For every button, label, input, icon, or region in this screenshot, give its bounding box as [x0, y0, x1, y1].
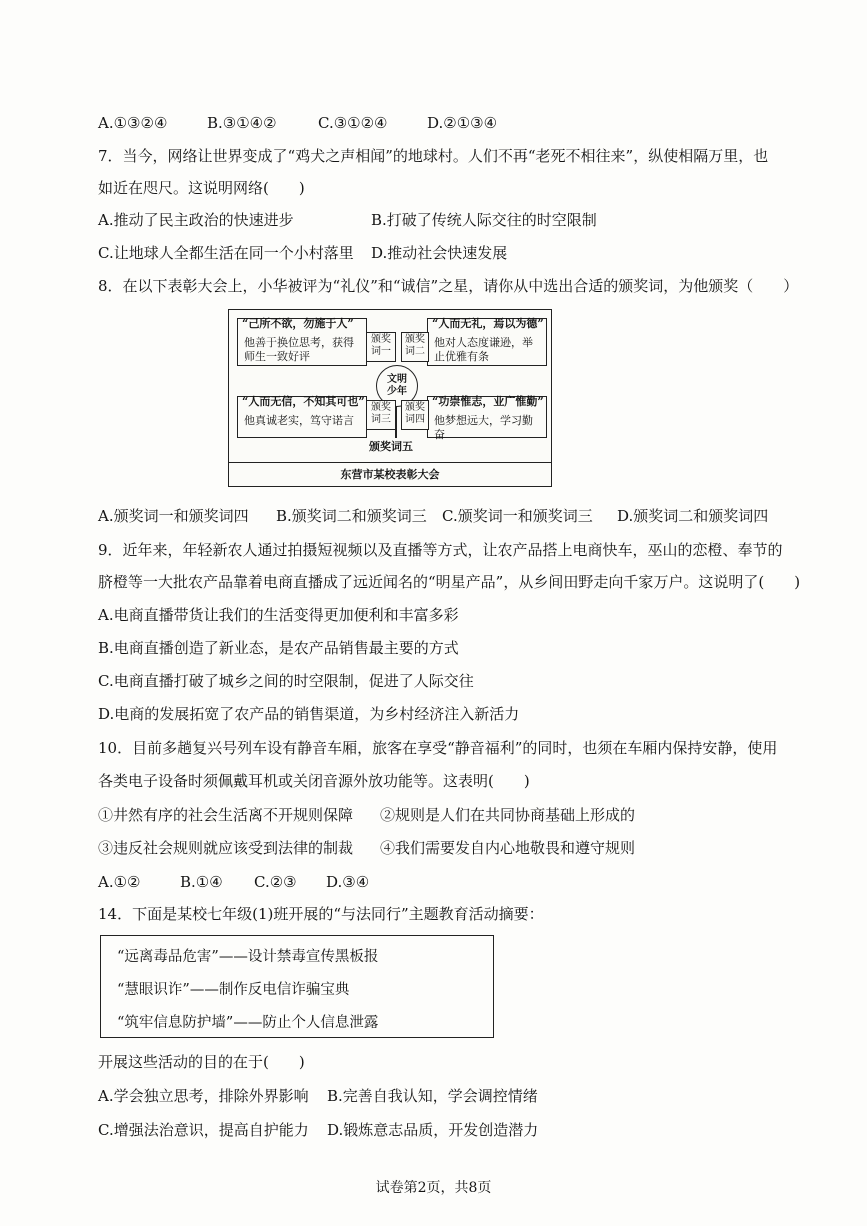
q9-option-b: B.电商直播创造了新业态，是农产品销售最主要的方式 — [98, 639, 459, 657]
q9-option-a: A.电商直播带货让我们的生活变得更加便利和丰富多彩 — [98, 606, 459, 624]
activity-item: “远离毒品危害”——设计禁毒宣传黑板报 — [117, 949, 379, 965]
option-a: A.①③②④ — [98, 114, 168, 132]
award-box-2 — [427, 318, 547, 366]
q7-stem-line1: 7．当今，网络让世界变成了“鸡犬之声相闻”的地球村。人们不再“老死不相往来”，纵使相隔万里，也 — [98, 147, 769, 165]
q14-option-b: B.完善自我认知，学会调控情绪 — [327, 1087, 538, 1105]
q14-option-c: C.增强法治意识，提高自护能力 — [98, 1121, 309, 1139]
q10-option-a: A.①② — [98, 873, 141, 891]
q10-stem-line2: 各类电子设备时须佩戴耳机或关闭音源外放功能等。这表明( ) — [98, 772, 530, 790]
q9-option-d: D.电商的发展拓宽了农产品的销售渠道，为乡村经济注入新活力 — [98, 705, 520, 723]
activity-item: “筑牢信息防护墙”——防止个人信息泄露 — [117, 1015, 379, 1031]
q10-statement-4: ④我们需要发自内心地敬畏和遵守规则 — [380, 839, 636, 857]
q9-stem-line2: 脐橙等一大批农产品靠着电商直播成了远近闻名的“明星产品”，从乡间田野走向千家万户。这说明了( ) — [98, 573, 801, 591]
q10-stem-line1: 10．目前多趟复兴号列车设有静音车厢，旅客在享受“静音福利”的同时，也须在车厢内保持安静，使用 — [98, 739, 778, 757]
option-d: D.②①③④ — [427, 114, 498, 132]
q8-option-a: A.颁奖词一和颁奖词四 — [98, 507, 249, 525]
q8-option-b: B.颁奖词二和颁奖词三 — [276, 507, 427, 525]
award-quote: “人而无信，不知其可也” — [242, 395, 365, 408]
award-quote: “功崇惟志，业广惟勤” — [432, 395, 544, 408]
q10-statement-2: ②规则是人们在共同协商基础上形成的 — [380, 806, 636, 824]
page-footer: 试卷第2页，共8页 — [375, 1180, 492, 1196]
q14-option-d: D.锻炼意志品质，开发创造潜力 — [327, 1121, 539, 1139]
award-quote: “人而无礼，焉以为德” — [432, 317, 544, 330]
q7-stem-line2: 如近在咫尺。这说明网络( ) — [98, 179, 305, 197]
option-c: C.③①②④ — [318, 114, 388, 132]
option-b: B.③①④② — [207, 114, 277, 132]
award-tag-2: 颁奖词二 — [401, 332, 429, 362]
q7-option-d: D.推动社会快速发展 — [371, 244, 508, 262]
diagram-caption: 东营市某校表彰大会 — [229, 462, 551, 487]
connector-line — [395, 406, 397, 438]
q14-option-a: A.学会独立思考，排除外界影响 — [98, 1087, 309, 1105]
q8-option-d: D.颁奖词二和颁奖词四 — [617, 507, 769, 525]
q10-option-d: D.③④ — [326, 873, 370, 891]
award-text: 他梦想远大，学习勤奋 — [434, 414, 533, 441]
q7-option-b: B.打破了传统人际交往的时空限制 — [371, 211, 597, 229]
activity-item: “慧眼识诈”——制作反电信诈骗宝典 — [117, 982, 350, 998]
q9-option-c: C.电商直播打破了城乡之间的时空限制，促进了人际交往 — [98, 672, 474, 690]
q10-option-c: C.②③ — [254, 873, 297, 891]
q7-option-c: C.让地球人全都生活在同一个小村落里 — [98, 244, 354, 262]
q10-statement-1: ①井然有序的社会生活离不开规则保障 — [98, 806, 354, 824]
award-text: 他对人态度谦逊，举止优雅有条 — [434, 336, 533, 363]
award-tag-1: 颁奖词一 — [366, 332, 396, 362]
award-box-4 — [427, 395, 547, 441]
q8-option-c: C.颁奖词一和颁奖词三 — [442, 507, 593, 525]
award-text: 他真诚老实，笃守诺言 — [244, 414, 354, 427]
award-tag-4: 颁奖词四 — [401, 400, 429, 430]
q7-option-a: A.推动了民主政治的快速进步 — [98, 211, 294, 229]
center-label: 文明少年 — [387, 374, 407, 397]
q9-stem-line1: 9．近年来，年轻新农人通过拍摄短视频以及直播等方式，让农产品搭上电商快车，巫山的恋橙、奉节的 — [98, 541, 783, 559]
q10-statement-3: ③违反社会规则就应该受到法律的制裁 — [98, 839, 354, 857]
q14-stem: 14．下面是某校七年级(1)班开展的“与法同行”主题教育活动摘要： — [98, 905, 544, 923]
award-tag-5: 颁奖词五 — [369, 440, 413, 453]
activity-summary-box — [100, 935, 494, 1038]
q8-stem: 8．在以下表彰大会上，小华被评为“礼仪”和“诚信”之星，请你从中选出合适的颁奖词，为他颁奖（ ） — [98, 277, 799, 295]
award-tag-3: 颁奖词三 — [366, 400, 396, 430]
q14-question: 开展这些活动的目的在于( ) — [98, 1053, 305, 1071]
award-text: 他善于换位思考，获得师生一致好评 — [244, 336, 354, 363]
award-quote: “己所不欲，勿施于人” — [242, 317, 354, 330]
award-box-3 — [237, 396, 367, 438]
award-box-1 — [237, 318, 367, 366]
q10-option-b: B.①④ — [180, 873, 223, 891]
award-diagram — [228, 309, 552, 487]
